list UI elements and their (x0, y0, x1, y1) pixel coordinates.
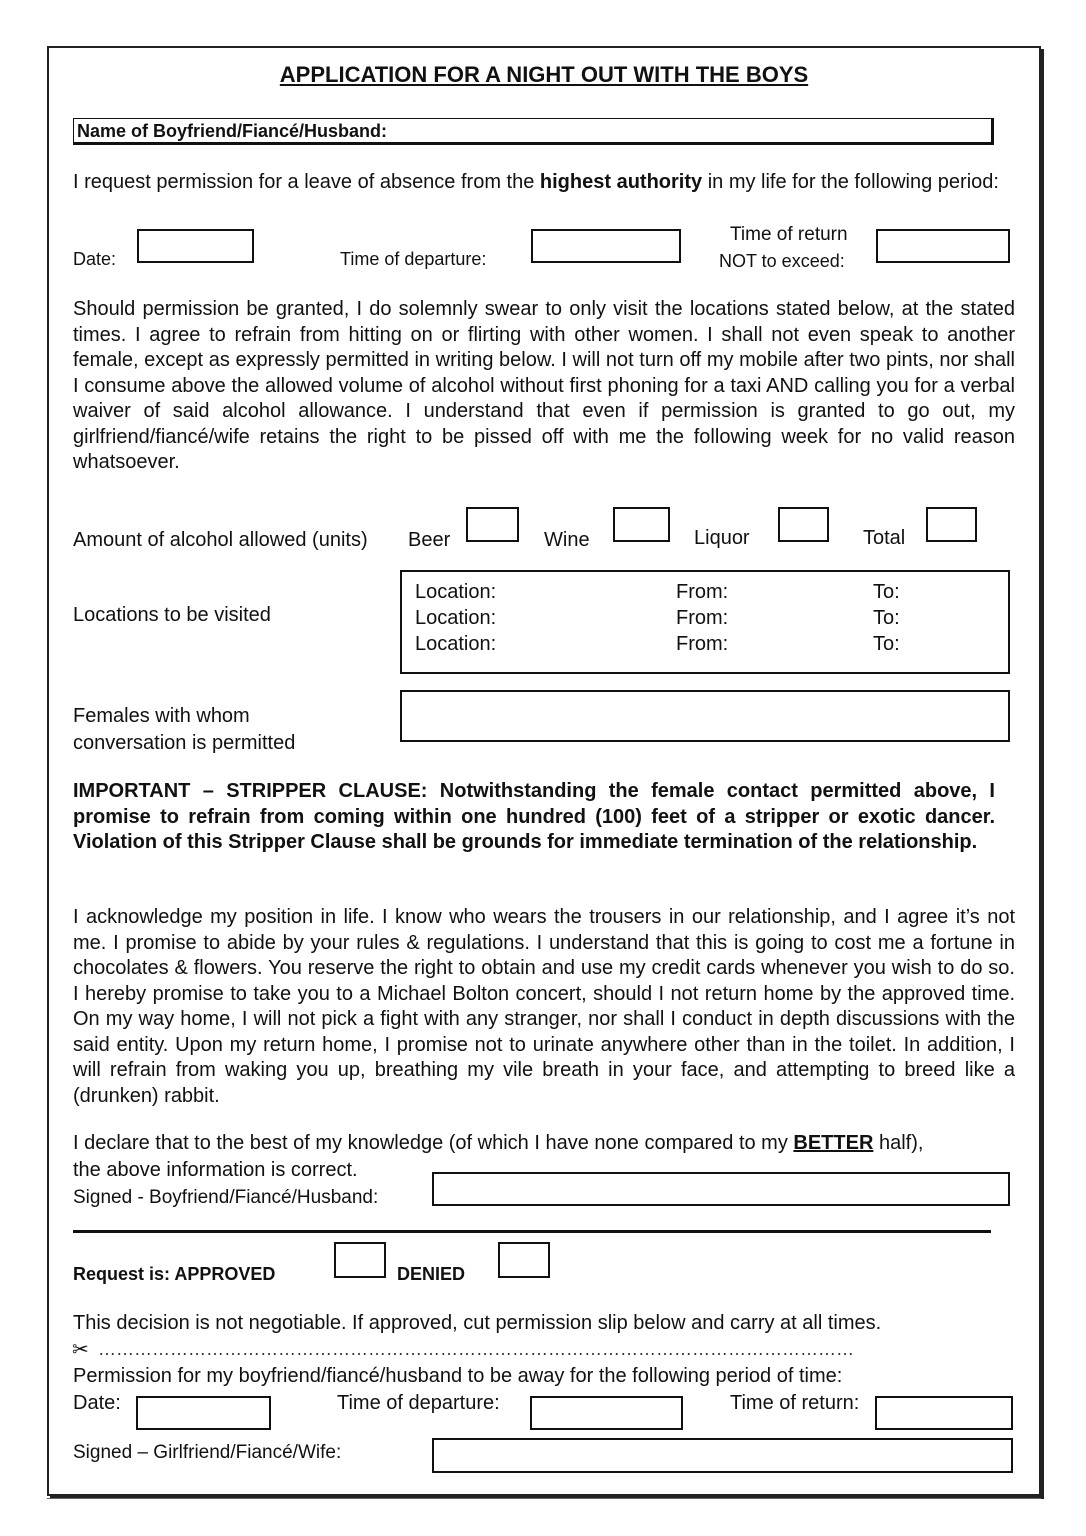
scissors-icon: ✂ (72, 1337, 89, 1361)
location-label: Location: (415, 581, 497, 603)
liquor-label: Liquor (694, 527, 750, 549)
denied-label: DENIED (397, 1264, 466, 1284)
beer-box[interactable] (466, 507, 519, 542)
slip-departure-label: Time of departure: (337, 1392, 500, 1414)
return-box[interactable] (876, 229, 1010, 263)
alcohol-label: Amount of alcohol allowed (units) (73, 529, 368, 551)
departure-box[interactable] (531, 229, 681, 263)
signed-girlfriend-label: Signed – Girlfriend/Fiancé/Wife: (73, 1442, 342, 1463)
slip-departure-box[interactable] (530, 1396, 683, 1430)
females-box[interactable] (400, 690, 1010, 742)
total-label: Total (863, 527, 906, 549)
location-label: Location: (415, 607, 497, 629)
page-title: APPLICATION FOR A NIGHT OUT WITH THE BOYS (279, 62, 809, 87)
denied-checkbox[interactable] (498, 1242, 550, 1278)
slip-intro: Permission for my boyfriend/fiancé/husband to be away for the following period of time: (73, 1365, 843, 1387)
date-label: Date: (73, 249, 117, 269)
locations-box[interactable] (400, 570, 1010, 674)
acknowledge-paragraph: I acknowledge my position in life. I know who wears the trousers in our relationship, and I agree it’s not me. I promise to abide by your rules & regulations. I understand that this is going to cost me a fortune in chocolates & flowers. You reserve the right to obtain and use my credit cards whenever you wish to do so. I hereby promise to take you to a Michael Bolton concert, should I not return home by the approved time. On my way home, I will not pick a fight with any stranger, nor shall I conduct in depth discussions with the said entity. Upon my return home, I promise not to urinate anywhere other than in the toilet. In addition, I will refrain from waking you up, breathing my vile breath in your face, and attempting to breed like a (drunken) rabbit. (73, 906, 1015, 1107)
return-label-line1: Time of return (730, 224, 848, 245)
return-label-line2: NOT to exceed: (719, 251, 845, 271)
wine-box[interactable] (613, 507, 670, 542)
declare-text-part2: half), (873, 1132, 924, 1154)
signed-girlfriend-box[interactable] (432, 1438, 1013, 1473)
from-label: From: (676, 633, 729, 655)
slip-date-label: Date: (73, 1392, 121, 1414)
location-label: Location: (415, 633, 497, 655)
slip-return-label: Time of return: (730, 1392, 860, 1414)
decision-text: This decision is not negotiable. If approved, cut permission slip below and carry at all times. (73, 1312, 882, 1334)
females-label-line2: conversation is permitted (73, 732, 296, 754)
liquor-box[interactable] (778, 507, 829, 542)
departure-label: Time of departure: (340, 249, 487, 269)
name-field-label: Name of Boyfriend/Fiancé/Husband: (77, 121, 388, 141)
to-label: To: (873, 633, 900, 655)
cut-line: ……………………………………………………………………………………………………………… (98, 1339, 854, 1359)
section-divider (73, 1230, 991, 1233)
name-field[interactable] (73, 118, 994, 145)
from-label: From: (676, 607, 729, 629)
wine-label: Wine (544, 529, 590, 551)
request-label: Request is: APPROVED (73, 1264, 276, 1284)
declare-text-part1: I declare that to the best of my knowledge (of which I have none compared to my (73, 1132, 794, 1154)
date-box[interactable] (137, 229, 254, 263)
declare-line2: the above information is correct. (73, 1159, 358, 1181)
total-box[interactable] (926, 507, 977, 542)
stripper-clause: IMPORTANT – STRIPPER CLAUSE: Notwithstanding the female contact permitted above, I promise to refrain from coming within one hundred (100) feet of a stripper or exotic dancer. Violation of this Stripper Clause shall be grounds for immediate termination of the relationship. (73, 780, 995, 853)
request-text-part1: I request permission for a leave of absence from the (73, 171, 540, 193)
from-label: From: (676, 581, 729, 603)
better-text: BETTER (793, 1132, 874, 1154)
to-label: To: (873, 607, 900, 629)
signed-boyfriend-label: Signed - Boyfriend/Fiancé/Husband: (73, 1187, 379, 1208)
oath-paragraph: Should permission be granted, I do solemnly swear to only visit the locations stated below, at the stated times. I agree to refrain from hitting on or flirting with other women. I shall not even speak to another female, except as expressly permitted in writing below. I will not turn off my mobile after two pints, nor shall I consume above the allowed volume of alcohol without first phoning for a taxi AND calling you for a verbal waiver of said alcohol allowance. I understand that even if permission is granted to go out, my girlfriend/fiancé/wife retains the right to be pissed off with me the following week for no valid reason whatsoever. (73, 298, 1015, 473)
slip-date-box[interactable] (136, 1396, 271, 1430)
beer-label: Beer (408, 529, 451, 551)
slip-return-box[interactable] (875, 1396, 1013, 1430)
to-label: To: (873, 581, 900, 603)
signed-boyfriend-box[interactable] (432, 1172, 1010, 1206)
highest-authority-text: highest authority (539, 171, 703, 193)
approved-checkbox[interactable] (334, 1242, 386, 1278)
request-paragraph (73, 170, 1015, 195)
bottom-rule (47, 1498, 1041, 1499)
declare-line1 (73, 1131, 1023, 1156)
request-text-part2: in my life for the following period: (702, 171, 999, 193)
locations-label: Locations to be visited (73, 604, 271, 626)
females-label-line1: Females with whom (73, 705, 250, 727)
